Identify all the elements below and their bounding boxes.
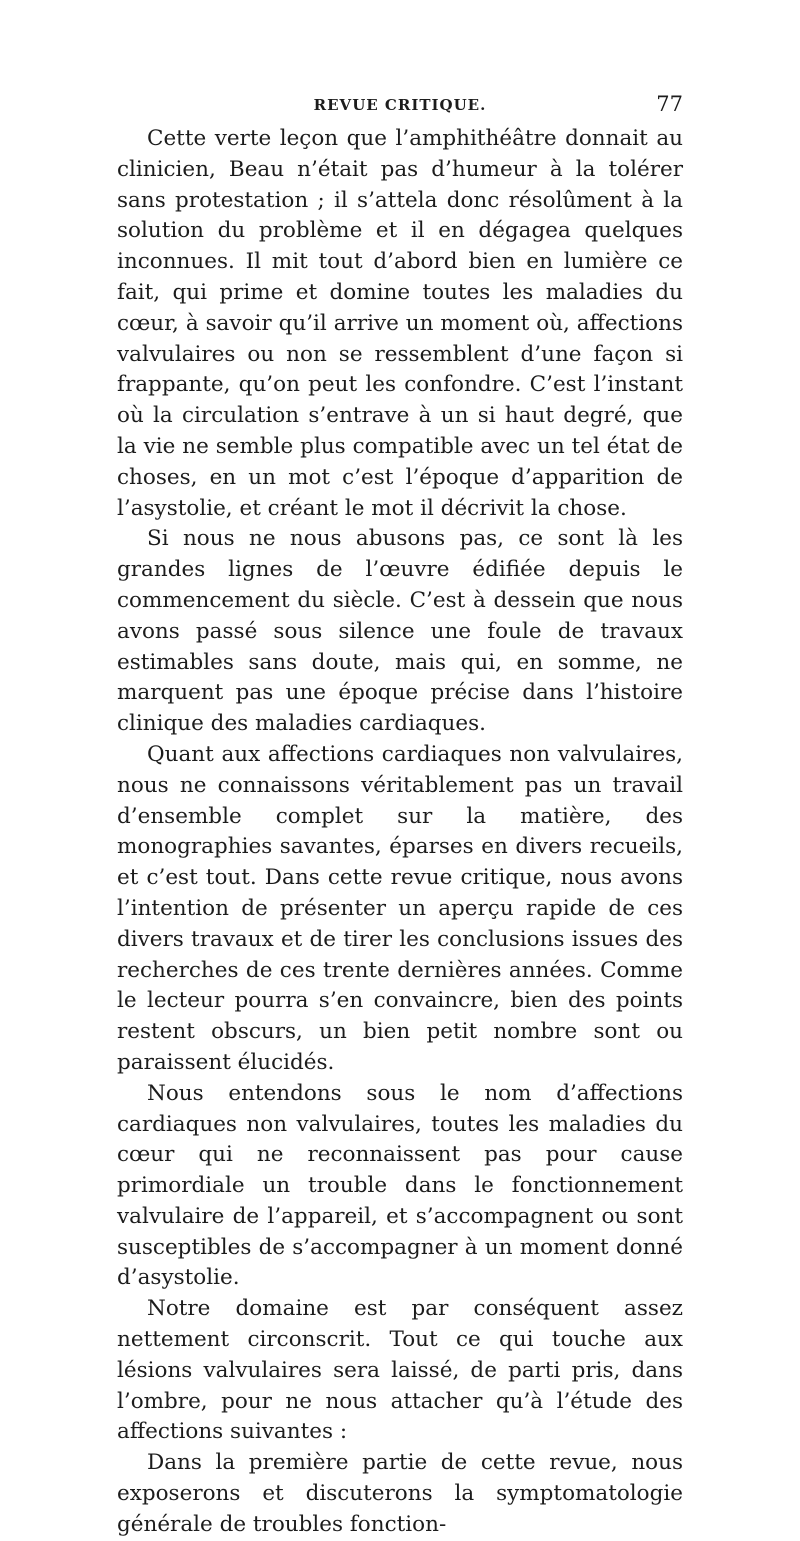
- paragraph: Quant aux affections cardiaques non valvulaires, nous ne connaissons véritablement pas un travail d’ensemble complet sur la matière, des monographies savantes, éparses en divers recueils, et c’est tout. Dans cette revue critique, nous avons l’intention de présenter un aperçu rapide de ces divers travaux et de tirer les conclusions issues des recherches de ces trente dernières années. Comme le lecteur pourra s’en convaincre, bien des points restent obscurs, un bien petit nombre sont ou paraissent élucidés.: [117, 741, 683, 1075]
- running-head: [117, 92, 683, 120]
- paragraph: Si nous ne nous abusons pas, ce sont là les grandes lignes de l’œuvre édifiée depuis le commencement du siècle. C’est à dessein que nous avons passé sous silence une foule de travaux estimables sans doute, mais qui, en somme, ne marquent pas une époque précise dans l’histoire clinique des maladies cardiaques.: [117, 526, 683, 737]
- paragraph: Notre domaine est par conséquent assez nettement circonscrit. Tout ce qui touche aux lésions valvulaires sera laissé, de parti pris, dans l’ombre, pour ne nous attacher qu’à l’étude des affections suivantes :: [117, 1296, 683, 1445]
- page-number: 77: [656, 92, 683, 116]
- body-text: [117, 124, 683, 1541]
- paragraph: Cette verte leçon que l’amphithéâtre donnait au clinicien, Beau n’était pas d’humeur à la tolérer sans protestation ; il s’attela donc résolûment à la solution du problème et il en dégagea quelques inconnues. Il mit tout d’abord bien en lumière ce fait, qui prime et domine toutes les maladies du cœur, à savoir qu’il arrive un moment où, affections valvulaires ou non se ressemblent d’une façon si frappante, qu’on peut les confondre. C’est l’instant où la circulation s’entrave à un si haut degré, que la vie ne semble plus compatible avec un tel état de choses, en un mot c’est l’époque d’apparition de l’asystolie, et créant le mot il décrivit la chose.: [117, 126, 683, 521]
- running-title: REVUE CRITIQUE.: [313, 96, 487, 114]
- paragraph: Dans la première partie de cette revue, nous exposerons et discuterons la symptomatologie générale de troubles fonction-: [117, 1450, 683, 1537]
- paragraph: Nous entendons sous le nom d’affections cardiaques non valvulaires, toutes les maladies du cœur qui ne reconnaissent pas pour cause primordiale un trouble dans le fonctionnement valvulaire de l’appareil, et s’accompagnent ou sont susceptibles de s’accompagner à un moment donné d’asystolie.: [117, 1080, 683, 1291]
